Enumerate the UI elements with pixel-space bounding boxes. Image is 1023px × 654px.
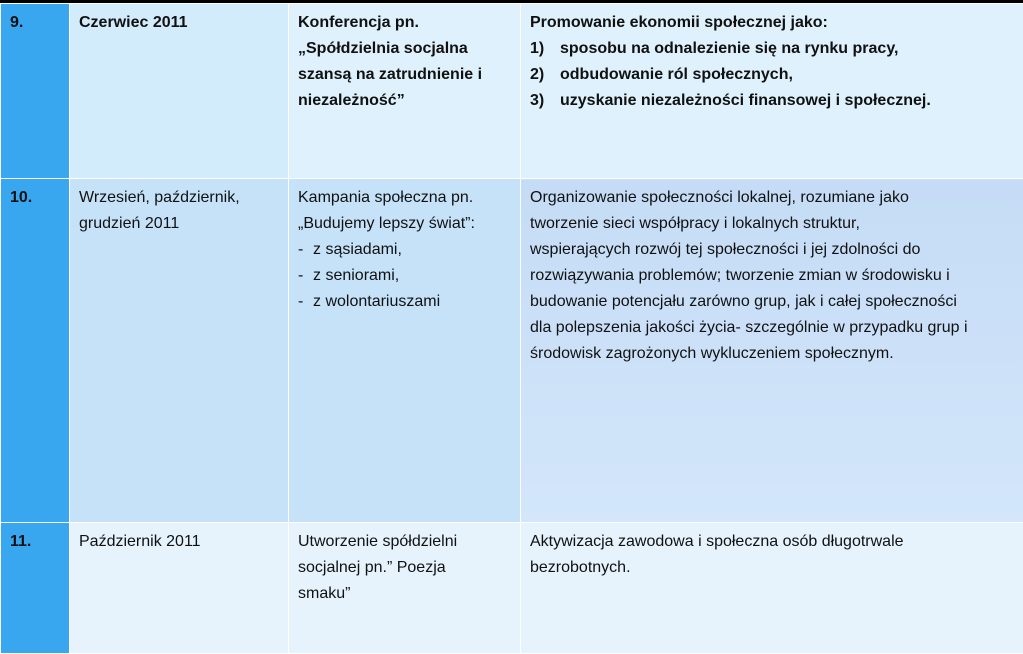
list-item-text: z wolontariuszami [313, 293, 440, 310]
goal-cell [521, 4, 1023, 179]
list-marker: - [298, 237, 313, 263]
row-number: 10. [1, 179, 70, 523]
goal-cell [521, 523, 1023, 654]
list-marker: - [298, 263, 313, 289]
goal-line: bezrobotnych. [530, 555, 1015, 581]
list-item-text: odbudowanie ról społecznych, [560, 66, 793, 83]
list-item-text: sposobu na odnalezienie się na rynku pracy, [560, 40, 898, 57]
event-cell [289, 179, 521, 523]
table-row [1, 523, 1023, 654]
date-line: grudzień 2011 [79, 211, 280, 237]
list-marker: - [298, 289, 313, 315]
event-line: niezależność” [298, 88, 512, 114]
event-cell [289, 4, 521, 179]
date-cell: Październik 2011 [70, 523, 289, 654]
goal-line: tworzenie sieci współpracy i lokalnych struktur, [530, 211, 1015, 237]
goal-line: rozwiązywania problemów; tworzenie zmian w środowisku i [530, 263, 1015, 289]
list-item [298, 263, 512, 289]
event-line: „Budujemy lepszy świat”: [298, 211, 512, 237]
event-line: socjalnej pn.” Poezja [298, 555, 512, 581]
schedule-table [0, 3, 1023, 654]
list-marker: 1) [530, 36, 560, 62]
goal-cell [521, 179, 1023, 523]
list-item-text: z sąsiadami, [313, 241, 402, 258]
date-line: Wrzesień, październik, [79, 185, 280, 211]
list-item-text: z seniorami, [313, 267, 399, 284]
event-line: Konferencja pn. [298, 10, 512, 36]
event-line: Kampania społeczna pn. [298, 185, 512, 211]
goal-line: Organizowanie społeczności lokalnej, rozumiane jako [530, 185, 1015, 211]
goal-line: środowisk zagrożonych wykluczeniem społecznym. [530, 341, 1015, 367]
goal-intro: Promowanie ekonomii społecznej jako: [530, 10, 1015, 36]
goal-line: wspierających rozwój tej społeczności i jej zdolności do [530, 237, 1015, 263]
list-marker: 3) [530, 88, 560, 114]
list-item [530, 88, 1015, 114]
date-cell [70, 179, 289, 523]
list-item [530, 62, 1015, 88]
event-line: Utworzenie spółdzielni [298, 529, 512, 555]
list-item [530, 36, 1015, 62]
table-row [1, 179, 1023, 523]
date-cell: Czerwiec 2011 [70, 4, 289, 179]
event-cell [289, 523, 521, 654]
list-item-text: uzyskanie niezależności finansowej i społecznej. [560, 92, 931, 109]
event-line: szansą na zatrudnienie i [298, 62, 512, 88]
row-number: 11. [1, 523, 70, 654]
goal-line: dla polepszenia jakości życia- szczególnie w przypadku grup i [530, 315, 1015, 341]
event-line: „Spółdzielnia socjalna [298, 36, 512, 62]
event-line: smaku” [298, 581, 512, 607]
goal-line: Aktywizacja zawodowa i społeczna osób długotrwale [530, 529, 1015, 555]
list-item [298, 237, 512, 263]
table-row [1, 4, 1023, 179]
list-marker: 2) [530, 62, 560, 88]
list-item [298, 289, 512, 315]
row-number: 9. [1, 4, 70, 179]
goal-line: budowanie potencjału zarówno grup, jak i całej społeczności [530, 289, 1015, 315]
